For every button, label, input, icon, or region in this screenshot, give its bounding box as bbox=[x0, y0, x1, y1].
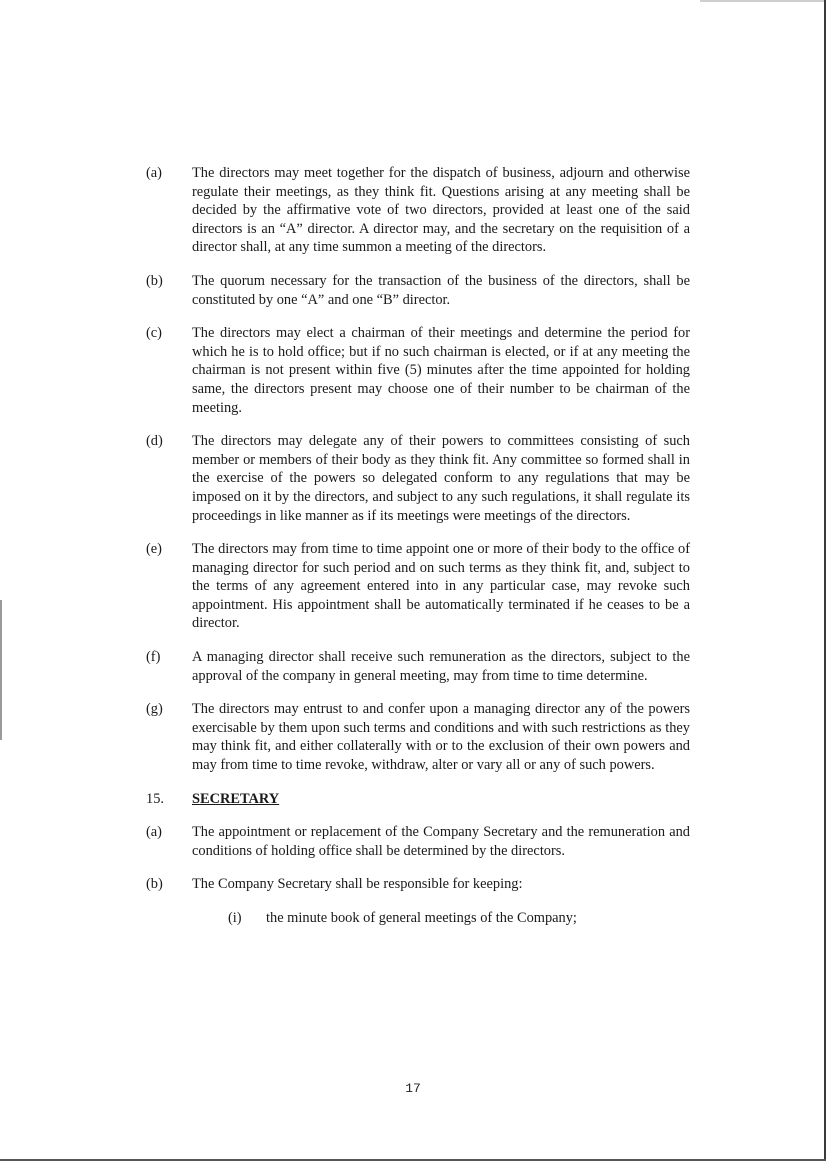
clause-marker: (d) bbox=[146, 433, 163, 450]
secretary-clause-b bbox=[146, 875, 690, 894]
clause-a bbox=[146, 164, 690, 257]
document-page bbox=[146, 164, 690, 928]
scan-edge-top bbox=[700, 0, 826, 2]
section-number: 15. bbox=[146, 790, 164, 807]
scan-edge-bottom bbox=[0, 1159, 826, 1161]
clause-text: The directors may meet together for the dispatch of business, adjourn and otherwise regulate their meetings, as they think fit. Questions arising at any meeting shall be decided by the affirmative vote of two directors, provided at least one of the said directors is an “A” director. A director may, and the secretary on the requisition of a director shall, at any time summon a meeting of the directors. bbox=[192, 165, 690, 256]
clause-text: The directors may elect a chairman of their meetings and determine the period for which he is to hold office; but if no such chairman is elected, or if at any meeting the chairman is not present within five (5) minutes after the time appointed for holding same, the directors present may choose one of their number to be chairman of the meeting. bbox=[192, 325, 690, 416]
subclause-marker: (i) bbox=[228, 910, 242, 926]
subclause-i bbox=[228, 909, 690, 928]
clause-c bbox=[146, 324, 690, 417]
page-number: 17 bbox=[405, 1081, 421, 1096]
clause-text: The quorum necessary for the transaction of the business of the directors, shall be constituted by one “A” and one “B” director. bbox=[192, 272, 690, 308]
clause-marker: (a) bbox=[146, 824, 162, 841]
subclause-text: the minute book of general meetings of the Company; bbox=[266, 910, 577, 926]
clause-marker: (g) bbox=[146, 701, 163, 718]
clause-text: The directors may entrust to and confer upon a managing director any of the powers exercisable by them upon such terms and conditions and with such restrictions as they may think fit, and either collaterally with or to the exclusion of their own powers and may from time to time revoke, withdraw, alter or vary all or any of such powers. bbox=[192, 701, 690, 774]
clause-e bbox=[146, 540, 690, 633]
clause-b bbox=[146, 272, 690, 309]
clause-marker: (c) bbox=[146, 325, 162, 342]
clause-text: The directors may from time to time appoint one or more of their body to the office of managing director for such period and on such terms as they think fit, and, subject to the terms of any agreement entered into in any particular case, may revoke such appointment. His appointment shall be automatically terminated if he ceases to be a director. bbox=[192, 541, 690, 632]
clause-text: The Company Secretary shall be responsible for keeping: bbox=[192, 876, 523, 893]
clause-text: The directors may delegate any of their powers to committees consisting of such member or members of their body as they think fit. Any committee so formed shall in the exercise of the powers so delegated conform to any regulations that may be imposed on it by the directors, and subject to any such regulations, it shall regulate its proceedings in like manner as if its meetings were meetings of the directors. bbox=[192, 433, 690, 524]
clause-g bbox=[146, 700, 690, 774]
scan-edge-left bbox=[0, 600, 2, 740]
clause-d bbox=[146, 432, 690, 525]
clause-text: A managing director shall receive such remuneration as the directors, subject to the approval of the company in general meeting, may from time to time determine. bbox=[192, 649, 690, 684]
section-heading bbox=[146, 790, 690, 809]
section-title: SECRETARY bbox=[192, 790, 280, 807]
clause-f bbox=[146, 648, 690, 685]
clause-marker: (b) bbox=[146, 876, 163, 893]
clause-marker: (f) bbox=[146, 649, 161, 666]
clause-text: The appointment or replacement of the Company Secretary and the remuneration and conditions of holding office shall be determined by the directors. bbox=[192, 824, 690, 859]
clause-marker: (e) bbox=[146, 541, 162, 558]
clause-marker: (b) bbox=[146, 272, 163, 289]
clause-marker: (a) bbox=[146, 165, 162, 181]
secretary-clause-a bbox=[146, 823, 690, 860]
